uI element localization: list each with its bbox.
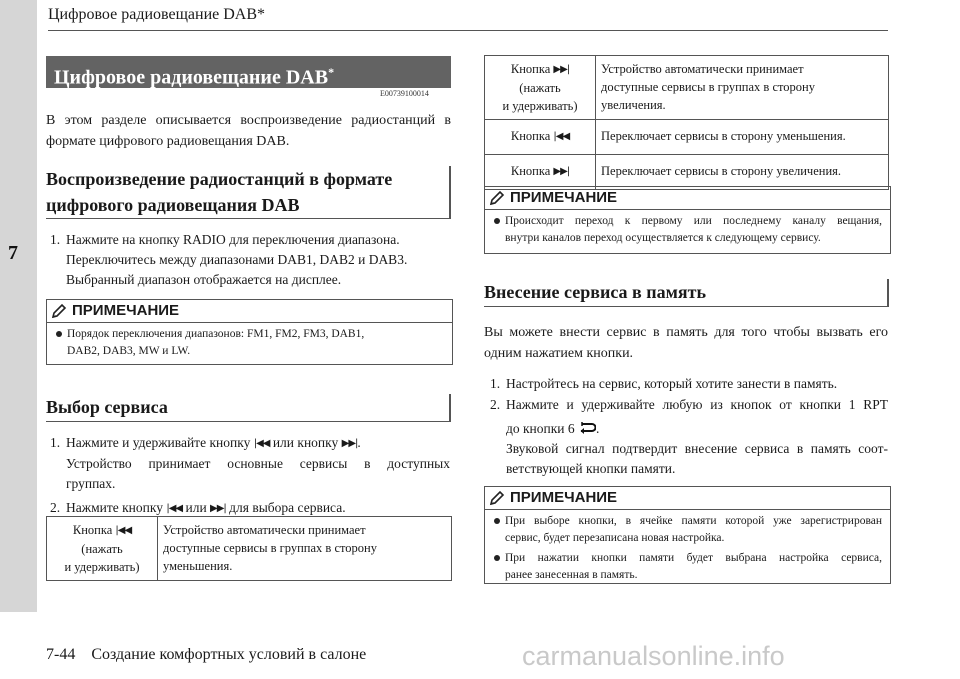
doc-code: E00739100014 [380, 89, 429, 98]
value-text: увеличения. [601, 98, 666, 112]
page-number: 7-44 [46, 646, 76, 663]
save-steps [490, 374, 888, 479]
note-bullet [493, 550, 882, 584]
header-rule [48, 30, 888, 31]
step-text: Устройство принимает основные сервисы в доступных [66, 456, 450, 471]
step-text: до кнопки 6 [506, 421, 575, 436]
section-heading-select-service [46, 394, 451, 422]
step-number: 1. [490, 376, 501, 391]
return-arrow-icon [578, 422, 596, 434]
note-body [485, 210, 890, 251]
note-title: ПРИМЕЧАНИЕ [72, 302, 180, 319]
note-header [485, 487, 890, 510]
step-text: . [357, 435, 361, 450]
note-text: сервис, будет перезаписана новая настройка. [505, 532, 725, 544]
step-text: . [596, 421, 600, 436]
note-text: При выборе кнопки, в ячейке памяти которой уже зарегистрирован [505, 515, 882, 527]
note-text: При нажатии кнопки памяти будет выбрана настройка сервиса, [505, 552, 882, 564]
intro-paragraph: В этом разделе описывается воспроизведение радиостанций в формате цифрового радиовещания DAB. [46, 113, 451, 149]
note-box-memory [484, 486, 891, 584]
pencil-note-icon [51, 303, 67, 319]
step-text: группах. [66, 476, 116, 491]
running-header: Цифровое радиовещание DAB* [48, 6, 266, 23]
step-text: Выбранный диапазон отображается на дисплее. [66, 272, 342, 287]
note-box-bands [46, 299, 453, 365]
note-bullet [493, 213, 882, 247]
chapter-number: 7 [8, 242, 18, 264]
key-label: и удерживать) [64, 560, 140, 574]
note-body [485, 510, 890, 588]
footer-chapter-title: Создание комфортных условий в салоне [91, 646, 367, 663]
section-heading-text: Внесение сервиса в память [484, 282, 706, 302]
section-heading-save-service [484, 279, 889, 307]
step-text: ветствующей кнопки памяти. [506, 461, 676, 476]
note-body [47, 323, 452, 364]
key-label: Кнопка [510, 129, 551, 143]
step-text: для выбора сервиса. [229, 500, 346, 515]
skip-back-icon: |◀◀ [115, 525, 132, 536]
skip-back-icon: |◀◀ [253, 438, 270, 449]
key-label: Кнопка [510, 164, 551, 178]
note-header [485, 187, 890, 210]
section-heading-dab-playback [46, 166, 451, 219]
note-header [47, 300, 452, 323]
main-title [46, 56, 451, 88]
value-text: уменьшения. [163, 559, 233, 573]
skip-forward-icon: ▶▶| [553, 64, 570, 75]
para-text: Вы можете внести сервис в память для того чтобы вызвать его [484, 325, 888, 340]
key-label: Кнопка [510, 62, 551, 76]
key-label: Кнопка [72, 523, 113, 537]
main-title-mark: * [328, 65, 335, 79]
note-text: внутри каналов переход осуществляется к следующему сервису. [505, 232, 821, 244]
table-value-cell [158, 517, 452, 581]
table-key-cell [485, 56, 596, 120]
step-text: Переключитесь между диапазонами DAB1, DAB2 и DAB3. [66, 252, 408, 267]
chapter-tab [0, 0, 37, 612]
note-box-channels [484, 186, 891, 254]
table-key-cell [47, 517, 158, 581]
step-text: Звуковой сигнал подтвердит внесение сервиса в память соот- [506, 441, 888, 456]
note-text: ранее занесенная в память. [505, 569, 638, 581]
table-value-cell: Переключает сервисы в сторону уменьшения. [596, 120, 889, 155]
step-radio [50, 230, 450, 290]
value-text: доступные сервисы в группах в сторону [163, 541, 377, 555]
step-text: Нажмите и удерживайте любую из кнопок от кнопки 1 RPT [506, 397, 888, 412]
note-title: ПРИМЕЧАНИЕ [510, 189, 618, 206]
note-text: DAB2, DAB3, MW и LW. [67, 345, 191, 357]
table-key-cell [485, 155, 596, 190]
pencil-note-icon [489, 190, 505, 206]
table-value-cell: Переключает сервисы в сторону увеличения. [596, 155, 889, 190]
table-value-cell [596, 56, 889, 120]
step-number: 2. [50, 500, 61, 515]
step-number: 1. [50, 435, 61, 450]
para-text: одним нажатием кнопки. [484, 346, 634, 361]
watermark: carmanualsonline.info [522, 641, 785, 671]
note-bullet [55, 326, 444, 360]
skip-forward-icon: ▶▶| [341, 438, 358, 449]
section-heading-line2: цифрового радиовещания DAB [46, 195, 300, 215]
note-bullet [493, 513, 882, 547]
section-heading-line1: Воспроизведение радиостанций в формате [46, 169, 393, 189]
table-row [47, 517, 452, 581]
button-table-right [484, 55, 889, 190]
skip-forward-icon: ▶▶| [553, 166, 570, 177]
table-key-cell [485, 120, 596, 155]
page-footer [46, 646, 366, 664]
main-title-text: Цифровое радиовещание DAB [54, 66, 329, 89]
step-text: Нажмите и удерживайте кнопку [66, 435, 251, 450]
note-text: Порядок переключения диапазонов: FM1, FM2, FM3, DAB1, [67, 328, 365, 340]
table-row [485, 155, 889, 190]
value-text: доступные сервисы в группах в сторону [601, 80, 815, 94]
step-text: Настройтесь на сервис, который хотите занести в память. [506, 376, 838, 391]
skip-back-icon: |◀◀ [166, 503, 183, 514]
step-select-hold [50, 433, 450, 519]
value-text: Устройство автоматически принимает [163, 523, 366, 537]
button-table-left [46, 516, 452, 581]
pencil-note-icon [489, 490, 505, 506]
step-text: или [185, 500, 207, 515]
step-text: Нажмите кнопку [66, 500, 163, 515]
value-text: Устройство автоматически принимает [601, 62, 804, 76]
skip-forward-icon: ▶▶| [210, 503, 226, 514]
note-text: Происходит переход к первому или последнему каналу вещания, [505, 215, 882, 227]
key-label: и удерживать) [502, 99, 578, 113]
table-row [485, 120, 889, 155]
key-label: (нажать [81, 542, 123, 556]
step-number: 1. [50, 232, 61, 247]
note-title: ПРИМЕЧАНИЕ [510, 489, 618, 506]
table-row [485, 56, 889, 120]
key-label: (нажать [519, 81, 561, 95]
section-heading-text: Выбор сервиса [46, 397, 168, 417]
step-text: Нажмите на кнопку RADIO для переключения диапазона. [66, 232, 400, 247]
skip-back-icon: |◀◀ [553, 131, 570, 142]
save-intro-paragraph [484, 322, 888, 364]
step-number: 2. [490, 397, 501, 412]
step-text: или кнопку [272, 435, 339, 450]
